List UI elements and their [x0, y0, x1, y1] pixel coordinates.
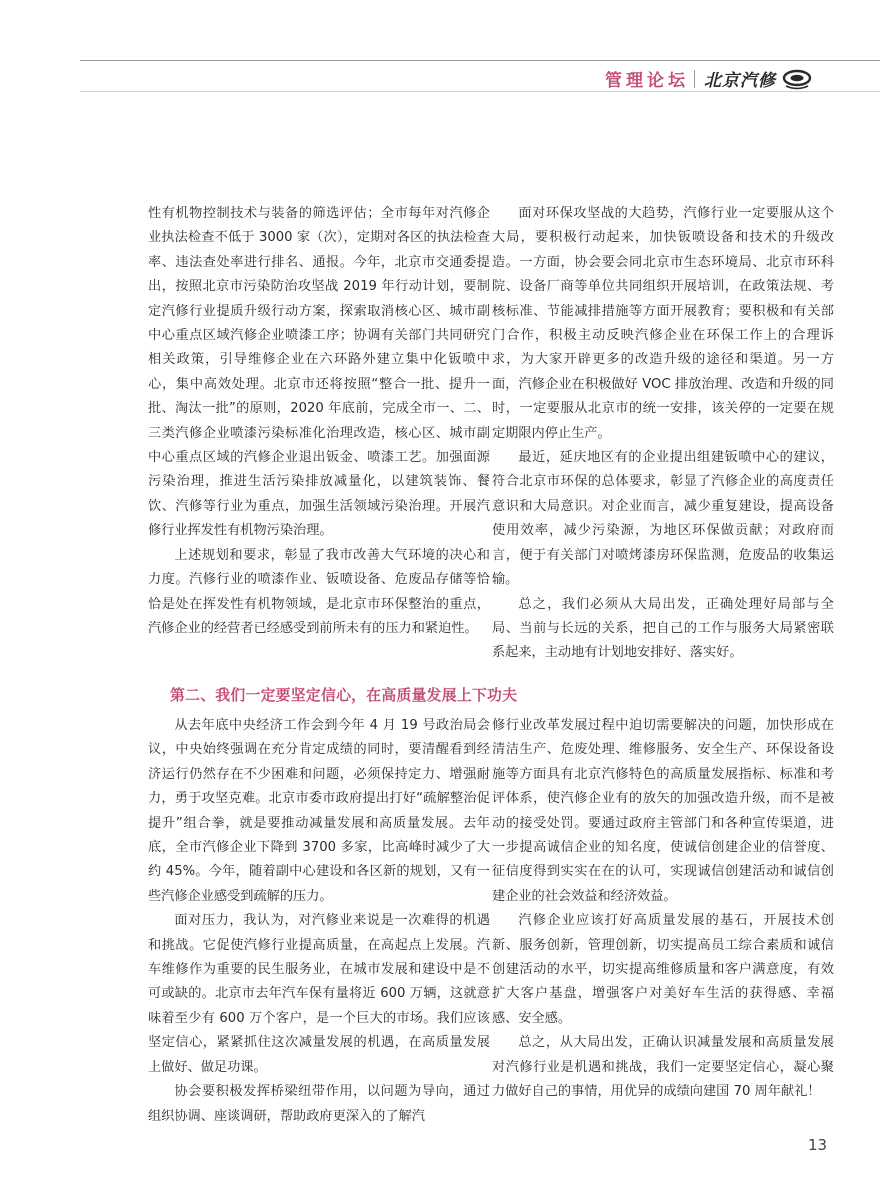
header-rule-bottom — [80, 91, 880, 92]
brand-name: 北京汽修 — [704, 71, 776, 91]
section-heading: 第二、我们一定要坚定信心，在高质量发展上下功夫 — [170, 687, 518, 704]
paragraph: 总之，从大局出发，正确认识减量发展和高质量发展对汽修行业是机遇和挑战，我们一定要坚定信心，凝心聚力做好自己的事情，用优异的成绩向建国 70 周年献礼！ — [492, 1035, 834, 1100]
column-1 — [148, 202, 490, 641]
page-header — [605, 66, 812, 91]
section-name: 管理论坛 — [605, 71, 689, 91]
page-number: 13 — [808, 1136, 828, 1154]
column-3 — [148, 714, 490, 1129]
paragraph: 从去年底中央经济工作会到今年 4 月 19 号政治局会议，中央始终强调在充分肯定成绩的同时，要清醒看到经济运行仍然存在不少困难和问题，必须保持定力、增强耐力，勇于攻坚克难。北京市委市政府提出打好“疏解整治促提升”组合拳，就是要推动减量发展和高质量发展。去年底，全市汽修企业下降到 3700 多家，比高峰时减少了大约 45%。今年，随着副中心建设和各区新的规划，又有一些汽修企业感受到疏解的压力。 — [148, 718, 490, 904]
header-rule-top — [80, 60, 880, 61]
column-4 — [492, 714, 834, 1105]
paragraph: 协会要积极发挥桥梁纽带作用，以问题为导向，通过组织协调、座谈调研，帮助政府更深入的了解汽 — [148, 1084, 490, 1124]
paragraph: 总之，我们必须从大局出发，正确处理好局部与全局、当前与长远的关系，把自己的工作与服务大局紧密联系起来，主动地有计划地安排好、落实好。 — [492, 596, 834, 661]
paragraph: 上述规划和要求，彰显了我市改善大气环境的决心和力度。汽修行业的喷漆作业、钣喷设备、危废品存储等恰恰是处在挥发性有机物领域，是北京市环保整治的重点，汽修企业的经营者已经感受到前所未有的压力和紧迫性。 — [148, 547, 490, 636]
header-divider — [694, 70, 695, 88]
paragraph: 汽修企业应该打好高质量发展的基石，开展技术创新、服务创新，管理创新，切实提高员工综合素质和诚信创建活动的水平，切实提高维修质量和客户满意度，有效扩大客户基盘，增强客户对美好车生活的获得感、幸福感、安全感。 — [492, 913, 834, 1026]
paragraph: 面对压力，我认为，对汽修业来说是一次难得的机遇和挑战。它促使汽修行业提高质量，在高起点上发展。汽车维修作为重要的民生服务业，在城市发展和建设中是不可或缺的。北京市去年汽车保有量将近 600 万辆，这就意味着至少有 600 万个客户，是一个巨大的市场。我们应该坚定信心，紧紧抓住这次减量发展的机遇，在高质量发展上做好、做足功课。 — [148, 913, 490, 1075]
column-2 — [492, 202, 834, 666]
paragraph: 最近，延庆地区有的企业提出组建钣喷中心的建议，符合北京市环保的总体要求，彰显了汽修企业的高度责任意识和大局意识。对企业而言，减少重复建设，提高设备使用效率，减少污染源，为地区环保做贡献；对政府而言，便于有关部门对喷烤漆房环保监测，危废品的收集运输。 — [492, 450, 834, 588]
paragraph: 性有机物控制技术与装备的筛选评估；全市每年对汽修企业执法检查不低于 3000 家（次），定期对各区的执法检查率、违法查处率进行排名、通报。今年，北京市交通委提出，按照北京市污染防治攻坚战 2019 年行动计划，要制定汽修行业提质升级行动方案，探索取消核心区、城市副中心重点区域汽修企业喷漆工序；协调有关部门共同研究相关政策，引导维修企业在六环路外建立集中化钣喷中心，集中高效处理。北京市还将按照“整合一批、提升一批、淘汰一批”的原则，2020 年底前，完成全市一、二、三类汽修企业喷漆污染标准化治理改造，核心区、城市副中心重点区域的汽修企业退出钣金、喷漆工艺。加强面源污染治理，推进生活污染排放减量化，以建筑装饰、餐饮、汽修等行业为重点，加强生活领域污染治理。开展汽修行业挥发性有机物污染治理。 — [148, 206, 490, 539]
brand-logo-icon — [782, 68, 812, 90]
paragraph: 修行业改革发展过程中迫切需要解决的问题，加快形成在清洁生产、危废处理、维修服务、安全生产、环保设备设施等方面具有北京汽修特色的高质量发展指标、标准和考评体系，使汽修企业有的放矢的加强改造升级，而不是被动的接受处罚。要通过政府主管部门和各种宣传渠道，进一步提高诚信企业的知名度，使诚信创建企业的信誉度、征信度得到实实在在的认可，实现诚信创建活动和诚信创建企业的社会效益和经济效益。 — [492, 718, 834, 904]
paragraph: 面对环保攻坚战的大趋势，汽修行业一定要服从这个大局，要积极行动起来，加快钣喷设备和技术的升级改造。一方面，协会要会同北京市生态环境局、北京市环科院、设备厂商等单位共同组织开展培训，在政策法规、考核标准、节能减排措施等方面开展教育；要积极和有关部门合作，积极主动反映汽修企业在环保工作上的合理诉求，为大家开辟更多的改造升级的途径和渠道。另一方面，汽修企业在积极做好 VOC 排放治理、改造和升级的同时，一定要服从北京市的统一安排，该关停的一定要在规定期限内停止生产。 — [492, 206, 834, 441]
